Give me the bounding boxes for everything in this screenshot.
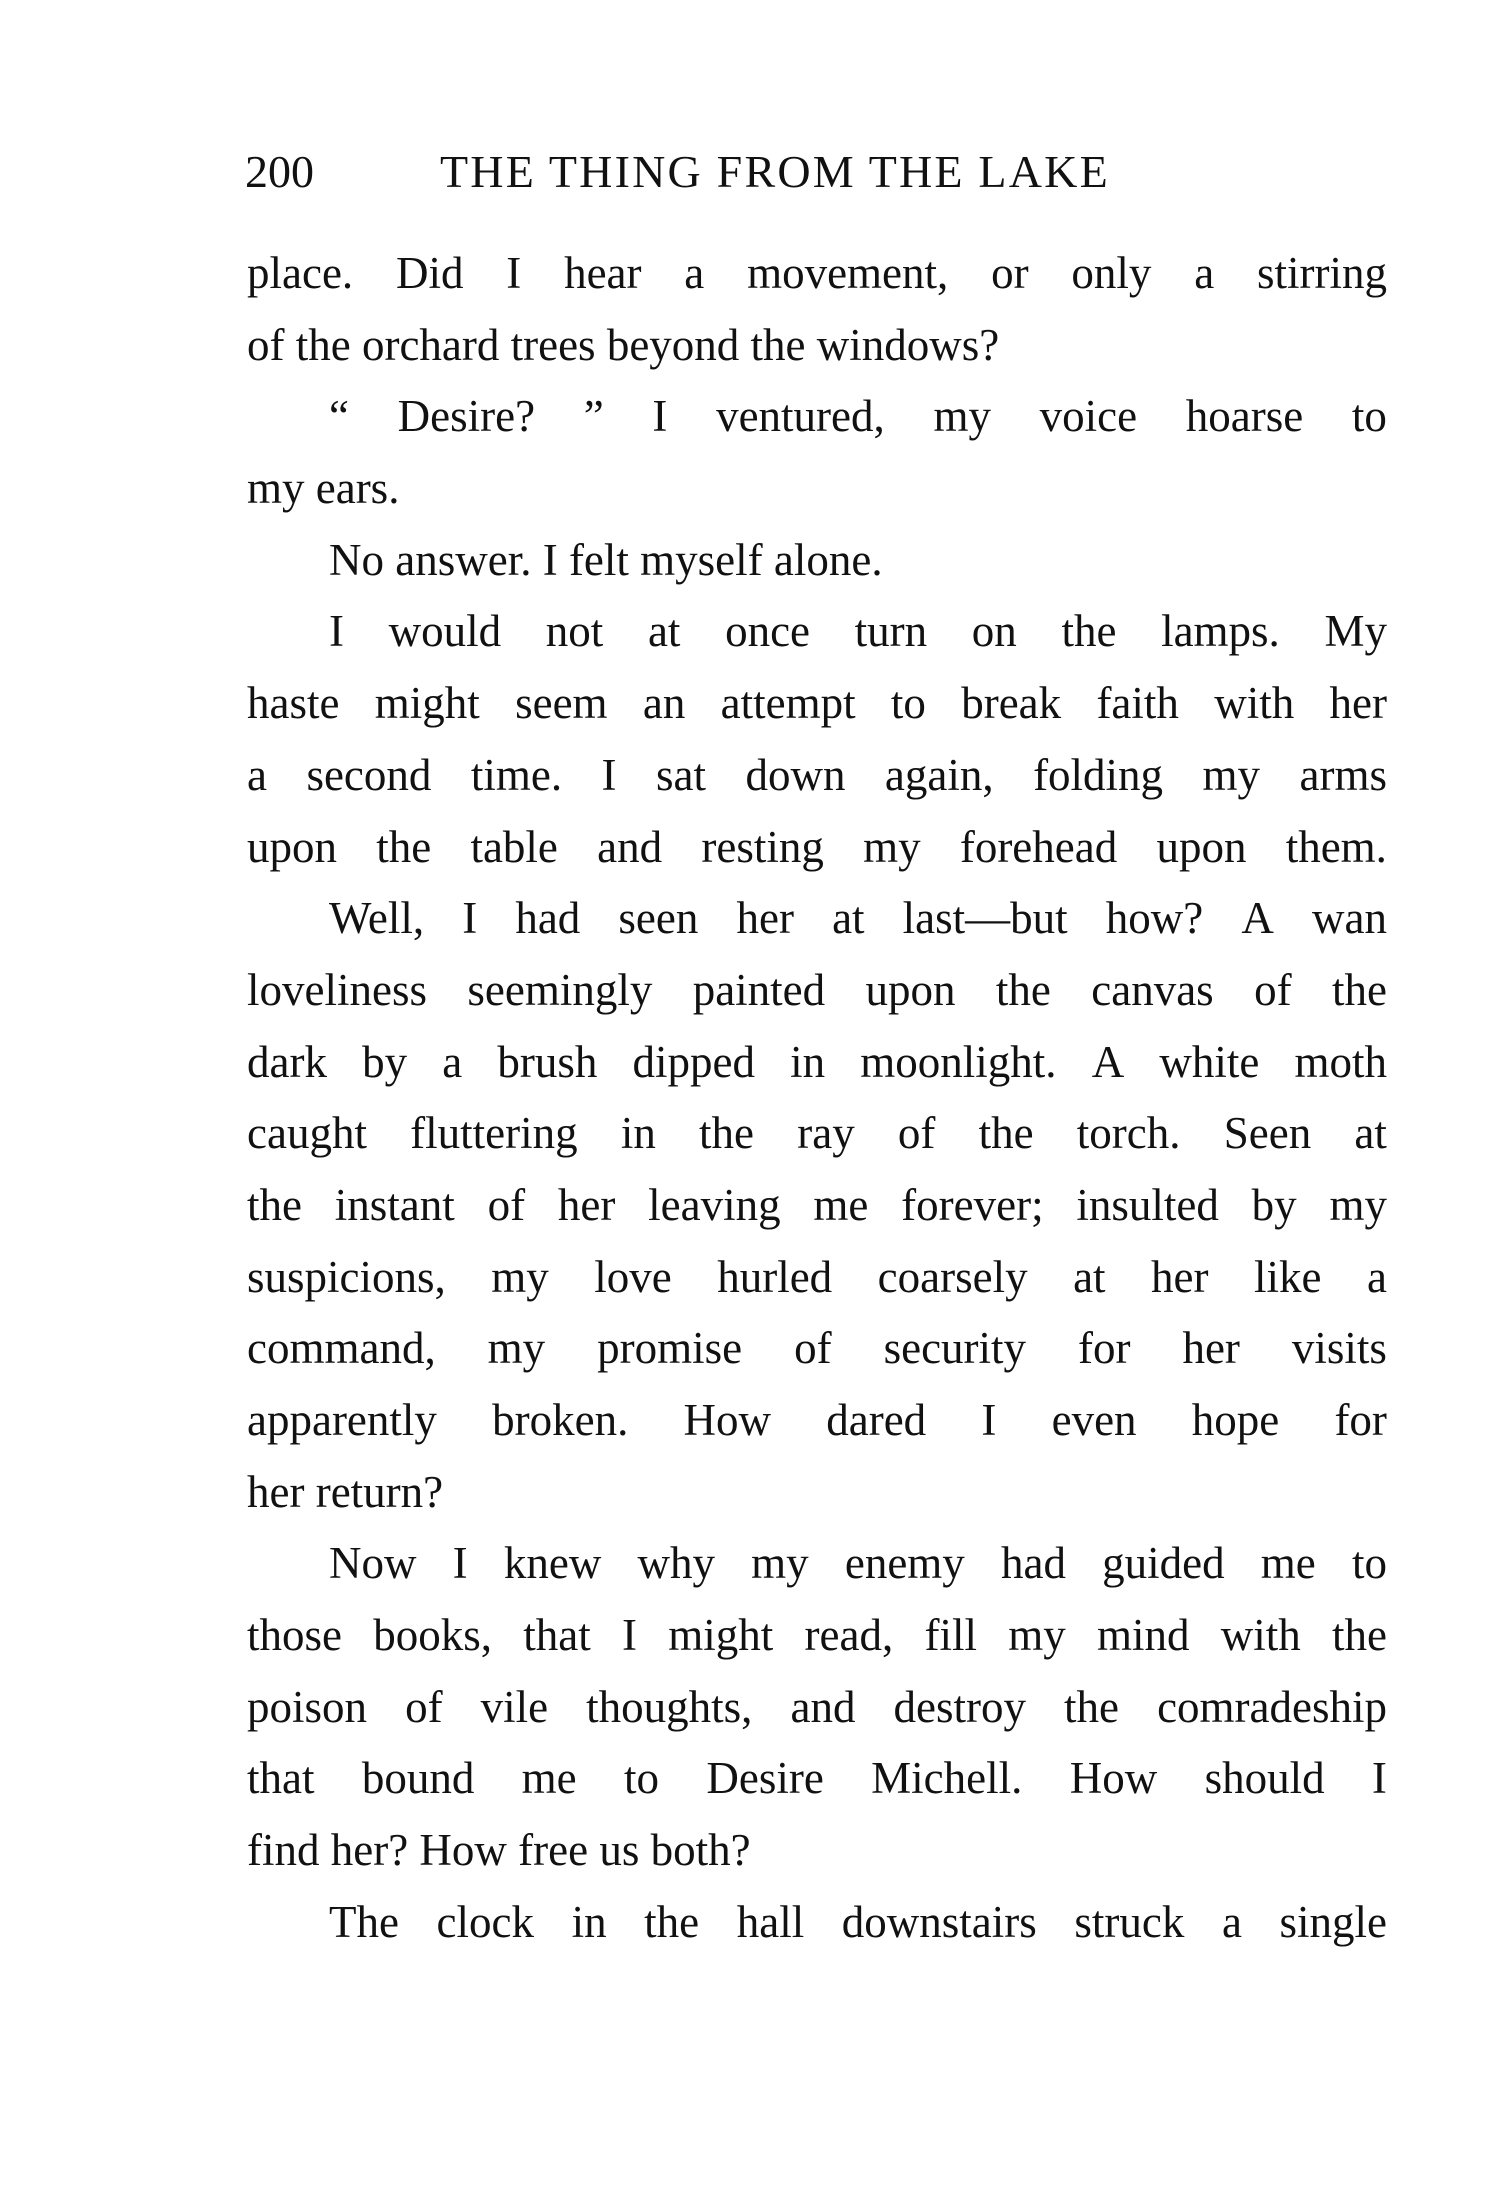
- word: at: [832, 893, 865, 944]
- word: security: [883, 1323, 1027, 1374]
- word: wan: [1311, 893, 1387, 944]
- word: an: [642, 678, 686, 729]
- running-head: [245, 142, 1213, 202]
- word: my: [487, 1323, 546, 1374]
- text-line: find her? How free us both?: [247, 1825, 751, 1876]
- word: white: [1159, 1036, 1260, 1087]
- word: I: [601, 749, 617, 800]
- word: the: [995, 964, 1051, 1015]
- word: second: [306, 749, 432, 800]
- word: me: [521, 1753, 577, 1804]
- word: I: [1371, 1753, 1387, 1804]
- word: down: [745, 749, 846, 800]
- text-line: [247, 1743, 1387, 1815]
- word: I: [452, 1538, 468, 1589]
- word: I: [462, 893, 478, 944]
- word: Desire?: [397, 391, 536, 442]
- word: dark: [247, 1036, 327, 1087]
- word: faith: [1096, 678, 1179, 729]
- word: the: [1061, 606, 1117, 657]
- word: the: [247, 1179, 302, 1230]
- text-line: [247, 1170, 1387, 1242]
- word: moonlight.: [860, 1036, 1057, 1087]
- word: those: [247, 1610, 342, 1661]
- word: only: [1071, 248, 1152, 298]
- word: stirring: [1256, 248, 1387, 298]
- word: books,: [373, 1610, 493, 1661]
- word: forever;: [901, 1179, 1044, 1230]
- text-line: [247, 1242, 1387, 1314]
- word: place.: [247, 248, 354, 298]
- word: seemingly: [467, 964, 653, 1015]
- word: Michell.: [871, 1753, 1023, 1804]
- word: knew: [503, 1538, 602, 1589]
- word: torch.: [1076, 1108, 1181, 1159]
- word: I: [981, 1395, 997, 1445]
- word: destroy: [893, 1681, 1026, 1732]
- word: that: [523, 1610, 591, 1661]
- word: attempt: [720, 678, 856, 729]
- word: to: [1351, 391, 1387, 442]
- word: break: [961, 678, 1062, 729]
- word: of: [405, 1681, 443, 1732]
- word: ”: [583, 391, 604, 442]
- word: instant: [334, 1179, 455, 1230]
- text-line: [247, 883, 1387, 955]
- text-line: [247, 1313, 1387, 1385]
- word: single: [1279, 1896, 1387, 1947]
- word: How: [683, 1395, 772, 1445]
- word: hear: [564, 248, 642, 298]
- word: a: [1194, 248, 1215, 298]
- word: on: [971, 606, 1017, 657]
- word: her: [1329, 678, 1387, 729]
- word: haste: [247, 678, 340, 729]
- text-line: [247, 1027, 1387, 1099]
- word: upon: [1156, 821, 1247, 872]
- word: me: [1260, 1538, 1316, 1589]
- word: apparently: [247, 1395, 437, 1445]
- word: by: [1251, 1179, 1297, 1230]
- word: my: [1008, 1610, 1066, 1661]
- word: upon: [247, 821, 337, 872]
- word: movement,: [747, 248, 949, 298]
- word: last—but: [902, 893, 1068, 944]
- word: her: [736, 893, 794, 944]
- word: How: [1069, 1753, 1158, 1804]
- word: me: [813, 1179, 869, 1230]
- word: lamps.: [1161, 606, 1280, 657]
- word: arms: [1299, 749, 1387, 800]
- word: my: [933, 391, 991, 442]
- word: caught: [247, 1108, 367, 1159]
- word: hall: [736, 1896, 805, 1947]
- word: might: [374, 678, 480, 729]
- word: Well,: [329, 893, 425, 944]
- word: downstairs: [841, 1896, 1037, 1947]
- word: Seen: [1223, 1108, 1312, 1159]
- word: comradeship: [1157, 1681, 1387, 1732]
- word: I: [506, 248, 522, 298]
- word: had: [515, 893, 581, 944]
- word: my: [491, 1251, 549, 1302]
- word: to: [890, 678, 926, 729]
- word: even: [1051, 1395, 1137, 1445]
- text-line: [247, 1528, 1387, 1600]
- word: a: [684, 248, 705, 298]
- word: with: [1220, 1610, 1301, 1661]
- word: resting: [701, 821, 824, 872]
- word: the: [1332, 1610, 1387, 1661]
- word: my: [1202, 749, 1261, 800]
- word: why: [637, 1538, 715, 1589]
- word: dared: [826, 1395, 927, 1445]
- word: table: [470, 821, 558, 872]
- text-line: [247, 238, 1387, 310]
- book-title: THE THING FROM THE LAKE: [440, 146, 1110, 197]
- word: in: [790, 1036, 826, 1087]
- word: a: [1366, 1251, 1387, 1302]
- word: I: [622, 1610, 637, 1661]
- word: forehead: [959, 821, 1118, 872]
- word: had: [1000, 1538, 1066, 1589]
- word: like: [1254, 1251, 1322, 1302]
- word: ray: [797, 1108, 855, 1159]
- word: hope: [1191, 1395, 1280, 1445]
- word: fill: [924, 1610, 977, 1661]
- word: promise: [597, 1323, 743, 1374]
- word: might: [668, 1610, 774, 1661]
- word: the: [1064, 1681, 1120, 1732]
- word: a: [1221, 1896, 1242, 1947]
- word: painted: [692, 964, 826, 1015]
- word: with: [1214, 678, 1295, 729]
- word: hurled: [717, 1251, 833, 1302]
- body-text: [247, 238, 1387, 1959]
- word: her: [1151, 1251, 1209, 1302]
- word: by: [362, 1036, 408, 1087]
- word: at: [1354, 1108, 1387, 1159]
- word: once: [725, 606, 811, 657]
- page-number: 200: [245, 146, 314, 197]
- text-line: [247, 812, 1387, 884]
- word: struck: [1074, 1896, 1185, 1947]
- word: a: [247, 749, 267, 800]
- text-line: [247, 1385, 1387, 1457]
- word: of: [897, 1108, 936, 1159]
- word: guided: [1102, 1538, 1225, 1589]
- word: at: [647, 606, 681, 657]
- word: read,: [804, 1610, 894, 1661]
- word: seem: [515, 678, 608, 729]
- word: to: [1351, 1538, 1387, 1589]
- word: would: [388, 606, 502, 657]
- word: voice: [1039, 391, 1138, 442]
- word: brush: [497, 1036, 598, 1087]
- word: the: [376, 821, 432, 872]
- text-line: [247, 1098, 1387, 1170]
- word: broken.: [492, 1395, 629, 1445]
- word: insulted: [1076, 1179, 1219, 1230]
- word: command,: [247, 1323, 436, 1374]
- word: My: [1324, 606, 1387, 657]
- word: turn: [854, 606, 928, 657]
- text-line: [247, 1600, 1387, 1672]
- text-line: of the orchard trees beyond the windows?: [247, 319, 1000, 370]
- word: them.: [1285, 821, 1387, 872]
- word: clock: [436, 1896, 534, 1947]
- word: how?: [1105, 893, 1204, 944]
- word: ventured,: [716, 391, 885, 442]
- word: the: [1331, 964, 1387, 1015]
- text-line: [247, 381, 1387, 453]
- word: at: [1073, 1251, 1106, 1302]
- word: that: [247, 1753, 315, 1804]
- word: hoarse: [1185, 391, 1304, 442]
- text-line: [247, 596, 1387, 668]
- word: “: [329, 391, 349, 442]
- word: of: [1254, 964, 1292, 1015]
- word: coarsely: [877, 1251, 1028, 1302]
- word: again,: [884, 749, 994, 800]
- word: folding: [1033, 749, 1164, 800]
- text-line: her return?: [247, 1466, 444, 1517]
- word: in: [571, 1896, 607, 1947]
- word: upon: [865, 964, 956, 1015]
- word: should: [1204, 1753, 1325, 1804]
- word: her: [557, 1179, 616, 1230]
- word: for: [1078, 1323, 1131, 1374]
- word: Now: [329, 1538, 417, 1589]
- word: I: [652, 391, 668, 442]
- word: fluttering: [410, 1108, 578, 1159]
- word: A: [1241, 893, 1274, 944]
- word: a: [442, 1036, 463, 1087]
- word: of: [794, 1323, 832, 1374]
- word: poison: [247, 1681, 368, 1732]
- word: my: [751, 1538, 809, 1589]
- word: and: [597, 821, 663, 872]
- word: in: [620, 1108, 656, 1159]
- word: The: [329, 1896, 399, 1947]
- word: love: [594, 1251, 672, 1302]
- text-line: [247, 740, 1387, 812]
- text-line: [247, 955, 1387, 1027]
- word: not: [545, 606, 604, 657]
- text-line: [247, 1672, 1387, 1744]
- word: her: [1182, 1323, 1240, 1374]
- word: moth: [1294, 1036, 1387, 1087]
- word: I: [329, 606, 344, 657]
- word: Desire: [706, 1753, 824, 1804]
- text-line: my ears.: [247, 463, 400, 514]
- word: vile: [480, 1681, 549, 1732]
- word: visits: [1291, 1323, 1387, 1374]
- word: thoughts,: [586, 1681, 753, 1732]
- text-line: No answer. I felt myself alone.: [329, 534, 883, 585]
- word: loveliness: [247, 964, 427, 1015]
- word: time.: [470, 749, 563, 800]
- word: sat: [656, 749, 706, 800]
- word: A: [1091, 1036, 1125, 1087]
- word: or: [991, 248, 1029, 298]
- word: leaving: [648, 1179, 781, 1230]
- word: dipped: [632, 1036, 755, 1087]
- word: the: [644, 1896, 700, 1947]
- word: the: [978, 1108, 1034, 1159]
- word: for: [1334, 1395, 1387, 1445]
- word: canvas: [1091, 964, 1214, 1015]
- word: to: [624, 1753, 660, 1804]
- word: of: [487, 1179, 526, 1230]
- word: Did: [395, 248, 464, 298]
- word: suspicions,: [247, 1251, 446, 1302]
- word: the: [699, 1108, 755, 1159]
- word: enemy: [844, 1538, 965, 1589]
- text-line: [247, 1887, 1387, 1959]
- word: my: [1329, 1179, 1387, 1230]
- word: and: [790, 1681, 856, 1732]
- word: mind: [1096, 1610, 1190, 1661]
- text-line: [247, 668, 1387, 740]
- word: my: [863, 821, 921, 872]
- word: bound: [361, 1753, 475, 1804]
- word: seen: [618, 893, 699, 944]
